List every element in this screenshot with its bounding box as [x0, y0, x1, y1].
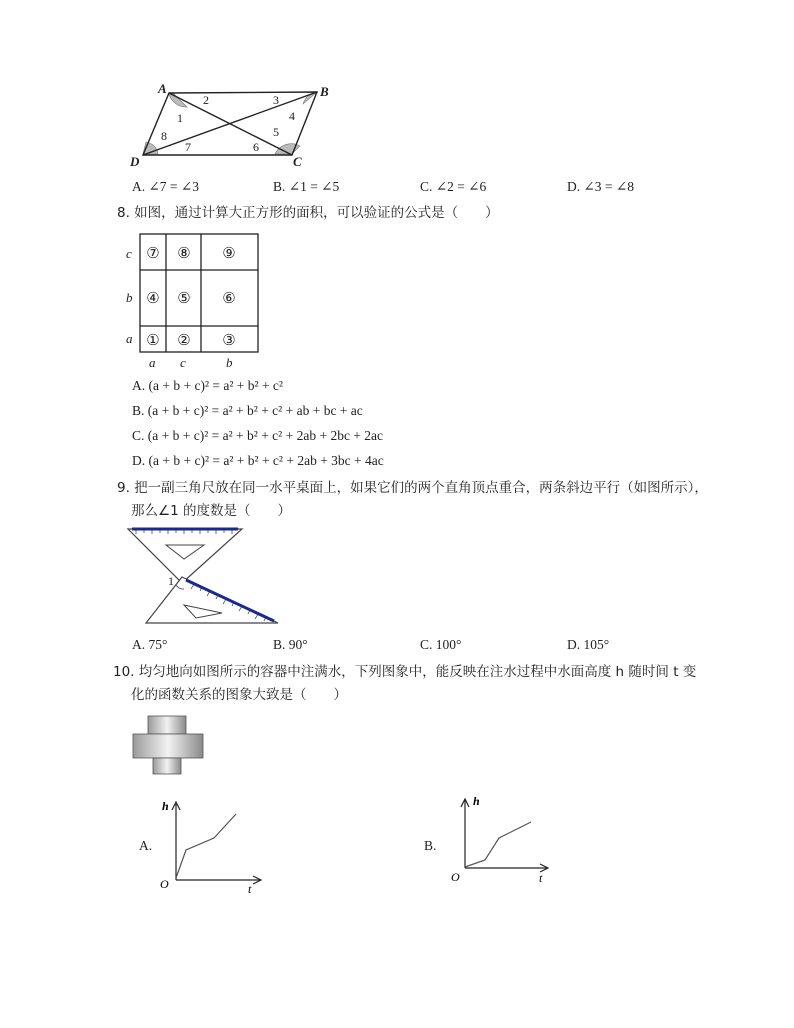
- vertex-b: B: [320, 84, 329, 99]
- grid-cell-9: ⑨: [222, 246, 236, 262]
- grid-cell-4: ④: [146, 291, 160, 307]
- q9-option-b: B. 90°: [273, 637, 308, 652]
- q7-option-d: D. ∠3 = ∠8: [567, 179, 634, 194]
- grid-row-label-b: b: [126, 290, 133, 305]
- grid-col-label-a: a: [149, 355, 156, 370]
- grid-row-label-a: a: [126, 331, 133, 346]
- q8-question-text: 8. 如图，通过计算大正方形的面积，可以验证的公式是（ ）: [117, 205, 499, 221]
- q10-question-line-1: 10. 均匀地向如图所示的容器中注满水，下列图象中，能反映在注水过程中水面高度 h 随时间 t 变: [113, 664, 697, 680]
- grid-col-label-b: b: [226, 355, 233, 370]
- q10-container-figure: [128, 710, 208, 780]
- q9-option-a: A. 75°: [132, 637, 168, 652]
- q10-graph-b-label: B.: [424, 838, 437, 853]
- q9-option-d: D. 105°: [567, 637, 610, 652]
- vertex-a: A: [158, 81, 167, 96]
- graph-a-y-label: h: [162, 799, 169, 813]
- graph-b-origin-label: O: [451, 870, 460, 884]
- q8-option-a: A. (a + b + c)² = a² + b² + c²: [132, 378, 283, 393]
- q9-question-line-1: 9. 把一副三角尺放在同一水平桌面上，如果它们的两个直角顶点重合，两条斜边平行（如图所示），: [117, 480, 708, 496]
- grid-row-label-c: c: [126, 246, 132, 261]
- q8-option-b: B. (a + b + c)² = a² + b² + c² + ab + bc + ac: [132, 403, 363, 418]
- q8-option-c: C. (a + b + c)² = a² + b² + c² + 2ab + 2bc + 2ac: [132, 428, 384, 443]
- angle-2-label: 2: [203, 93, 209, 107]
- grid-cell-7: ⑦: [146, 246, 160, 262]
- q9-option-c: C. 100°: [420, 637, 462, 652]
- angle-8-label: 8: [161, 129, 167, 143]
- q9-set-squares-figure: [124, 525, 284, 633]
- grid-cell-3: ③: [222, 333, 236, 349]
- q7-option-b: B. ∠1 = ∠5: [273, 179, 340, 194]
- q7-option-a: A. ∠7 = ∠3: [132, 179, 199, 194]
- q7-parallelogram-figure: [125, 80, 340, 170]
- angle-7-label: 7: [185, 140, 191, 154]
- q10-question-line-2: 化的函数关系的图象大致是（ ）: [131, 687, 347, 703]
- angle-6-label: 6: [253, 140, 259, 154]
- graph-b-y-label: h: [473, 794, 480, 808]
- graph-a-x-label: t: [248, 882, 252, 894]
- grid-cell-6: ⑥: [222, 291, 236, 307]
- grid-cell-1: ①: [146, 333, 160, 349]
- angle-1-label: 1: [168, 574, 174, 588]
- graph-a-origin-label: O: [160, 877, 169, 891]
- q10-graph-b: [443, 792, 553, 888]
- grid-cell-8: ⑧: [177, 246, 191, 262]
- q7-option-c: C. ∠2 = ∠6: [420, 179, 487, 194]
- q8-option-d: D. (a + b + c)² = a² + b² + c² + 2ab + 3bc + 4ac: [132, 453, 384, 468]
- angle-3-label: 3: [273, 93, 279, 107]
- q9-question-line-2: 那么∠1 的度数是（ ）: [131, 503, 291, 519]
- angle-1-label: 1: [177, 111, 183, 125]
- q8-square-grid-figure: [122, 230, 267, 370]
- grid-cell-5: ⑤: [177, 291, 191, 307]
- angle-5-label: 5: [273, 125, 279, 139]
- angle-4-label: 4: [289, 109, 295, 123]
- grid-cell-2: ②: [177, 333, 191, 349]
- q10-graph-a: [156, 796, 266, 894]
- vertex-c: C: [293, 154, 302, 169]
- q10-graph-a-label: A.: [139, 838, 153, 853]
- vertex-d: D: [130, 154, 140, 169]
- graph-b-x-label: t: [539, 871, 543, 885]
- grid-col-label-c: c: [180, 355, 186, 370]
